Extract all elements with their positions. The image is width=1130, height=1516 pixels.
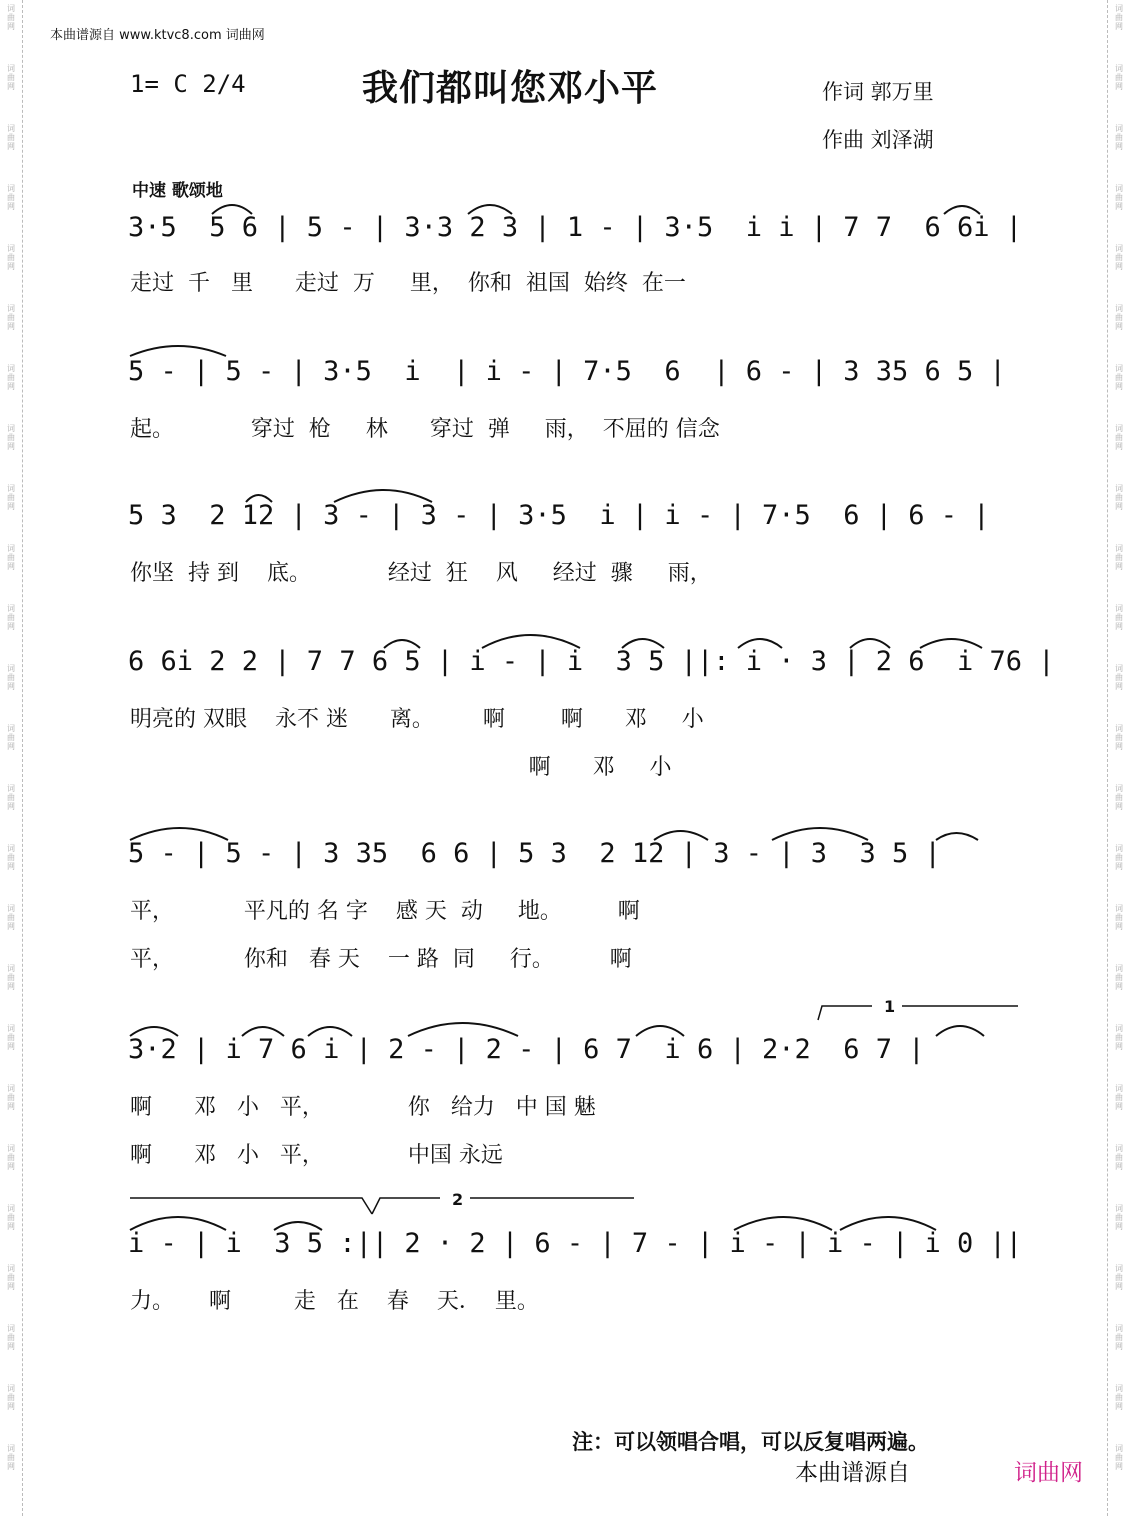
- side-watermark-text: 词曲网: [1115, 844, 1123, 871]
- footnote: 注：可以领唱合唱，可以反复唱两遍。: [572, 1430, 929, 1454]
- side-watermark-text: 词曲网: [7, 484, 15, 511]
- lyrics-line-5a: 平， 平凡的 名 字 感 天 动 地。 啊: [130, 899, 640, 924]
- side-watermark-text: 词曲网: [7, 904, 15, 931]
- side-watermark-text: 词曲网: [1115, 304, 1123, 331]
- lyrics-line-2: 起。 穿过 枪 林 穿过 弹 雨， 不屈的 信念: [130, 417, 720, 442]
- footer-site-link[interactable]: 词曲网: [1014, 1460, 1083, 1486]
- notation-line-2: 5 - | 5 - | 3·5 i | i - | 7·5 6 | 6 - | 3 35 6 5 |: [128, 356, 1006, 387]
- lyrics-line-5b: 平， 你和 春 天 一 路 同 行。 啊: [130, 947, 632, 972]
- lyrics-line-7: 力。 啊 走 在 春 天． 里。: [130, 1289, 539, 1314]
- side-watermark-text: 词曲网: [7, 1444, 15, 1471]
- side-watermark-text: 词曲网: [7, 364, 15, 391]
- song-title: 我们都叫您邓小平: [362, 67, 659, 109]
- notation-line-4: 6 6i 2 2 | 7 7 6 5 | i - | i 3 5 ||: i · 3 | 2 6 i 76 |: [128, 646, 1055, 677]
- side-watermark-text: 词曲网: [1115, 424, 1123, 451]
- side-watermark-text: 词曲网: [1115, 1264, 1123, 1291]
- side-watermark-text: 词曲网: [7, 784, 15, 811]
- side-watermark-text: 词曲网: [7, 64, 15, 91]
- side-watermark-text: 词曲网: [7, 664, 15, 691]
- lyricist-credit: 作词 郭万里: [822, 80, 934, 104]
- volta-first-label: 1: [884, 997, 896, 1016]
- volta-first-continued: [130, 1198, 372, 1214]
- volta-first-bracket: [818, 1006, 872, 1020]
- side-watermark-text: 词曲网: [1115, 1084, 1123, 1111]
- notation-line-3: 5 3 2 12 | 3 - | 3 - | 3·5 i | i - | 7·5 6 | 6 - |: [128, 500, 990, 531]
- side-watermark-text: 词曲网: [1115, 544, 1123, 571]
- volta-second-label: 2: [452, 1190, 464, 1209]
- side-watermark-text: 词曲网: [1115, 964, 1123, 991]
- side-watermark-text: 词曲网: [1115, 64, 1123, 91]
- side-watermark-text: 词曲网: [1115, 1204, 1123, 1231]
- side-watermark-text: 词曲网: [7, 1084, 15, 1111]
- side-watermark-text: 词曲网: [7, 244, 15, 271]
- slur-mark: [936, 1026, 984, 1036]
- key-signature: 1= C 2/4: [130, 70, 246, 98]
- side-watermark-text: 词曲网: [1115, 1324, 1123, 1351]
- slur-mark: [130, 346, 226, 356]
- lyrics-line-4a: 明亮的 双眼 永不 迷 离。 啊 啊 邓 小: [130, 707, 704, 732]
- side-watermark-text: 词曲网: [1115, 1384, 1123, 1411]
- side-watermark-text: 词曲网: [7, 1204, 15, 1231]
- side-watermark-text: 词曲网: [7, 124, 15, 151]
- side-watermark-text: 词曲网: [7, 544, 15, 571]
- side-watermark-text: 词曲网: [7, 424, 15, 451]
- left-watermark-strip: [0, 0, 23, 1516]
- tempo-marking: 中速 歌颂地: [132, 181, 223, 201]
- slur-mark: [936, 833, 978, 840]
- side-watermark-text: 词曲网: [7, 4, 15, 31]
- side-watermark-text: 词曲网: [1115, 904, 1123, 931]
- side-watermark-text: 词曲网: [1115, 124, 1123, 151]
- side-watermark-text: 词曲网: [7, 964, 15, 991]
- side-watermark-text: 词曲网: [7, 604, 15, 631]
- volta-second-bracket: [372, 1198, 440, 1214]
- footer-source-text: 本曲谱源自: [795, 1460, 910, 1486]
- side-watermark-text: 词曲网: [1115, 1024, 1123, 1051]
- side-watermark-text: 词曲网: [7, 1264, 15, 1291]
- lyrics-line-1: 走过 千 里 走过 万 里， 你和 祖国 始终 在一: [130, 271, 686, 296]
- side-watermark-text: 词曲网: [1115, 1444, 1123, 1471]
- side-watermark-text: 词曲网: [1115, 4, 1123, 31]
- side-watermark-text: 词曲网: [7, 1144, 15, 1171]
- lyrics-line-6b: 啊 邓 小 平， 中国 永远: [130, 1143, 503, 1168]
- side-watermark-text: 词曲网: [1115, 784, 1123, 811]
- notation-line-6: 3·2 | i 7 6 i | 2 - | 2 - | 6 7 i 6 | 2·2 6 7 |: [128, 1034, 925, 1065]
- right-watermark-strip: [1107, 0, 1130, 1516]
- side-watermark-text: 词曲网: [1115, 1144, 1123, 1171]
- side-watermark-text: 词曲网: [1115, 724, 1123, 751]
- side-watermark-text: 词曲网: [7, 1324, 15, 1351]
- lyrics-line-6a: 啊 邓 小 平， 你 给力 中 国 魅: [130, 1095, 596, 1120]
- header-source-text: 本曲谱源自 www.ktvc8.com 词曲网: [50, 28, 265, 43]
- lyrics-line-3: 你坚 持 到 底。 经过 狂 风 经过 骤 雨，: [130, 561, 712, 586]
- side-watermark-text: 词曲网: [1115, 604, 1123, 631]
- side-watermark-text: 词曲网: [7, 184, 15, 211]
- notation-line-1: 3·5 5 6 | 5 - | 3·3 2 3 | 1 - | 3·5 i i | 7 7 6 6i |: [128, 212, 1023, 243]
- notation-line-5: 5 - | 5 - | 3 35 6 6 | 5 3 2 12 | 3 - | 3 3 5 |: [128, 838, 941, 869]
- side-watermark-text: 词曲网: [7, 724, 15, 751]
- composer-credit: 作曲 刘泽湖: [822, 128, 934, 152]
- side-watermark-text: 词曲网: [7, 304, 15, 331]
- side-watermark-text: 词曲网: [1115, 664, 1123, 691]
- side-watermark-text: 词曲网: [1115, 484, 1123, 511]
- side-watermark-text: 词曲网: [1115, 184, 1123, 211]
- side-watermark-text: 词曲网: [1115, 364, 1123, 391]
- lyrics-line-4b: 啊 邓 小: [130, 755, 672, 780]
- side-watermark-text: 词曲网: [7, 1024, 15, 1051]
- side-watermark-text: 词曲网: [7, 1384, 15, 1411]
- side-watermark-text: 词曲网: [7, 844, 15, 871]
- side-watermark-text: 词曲网: [1115, 244, 1123, 271]
- notation-line-7: i - | i 3 5 :|| 2 · 2 | 6 - | 7 - | i - | i - | i 0 ||: [128, 1228, 1023, 1259]
